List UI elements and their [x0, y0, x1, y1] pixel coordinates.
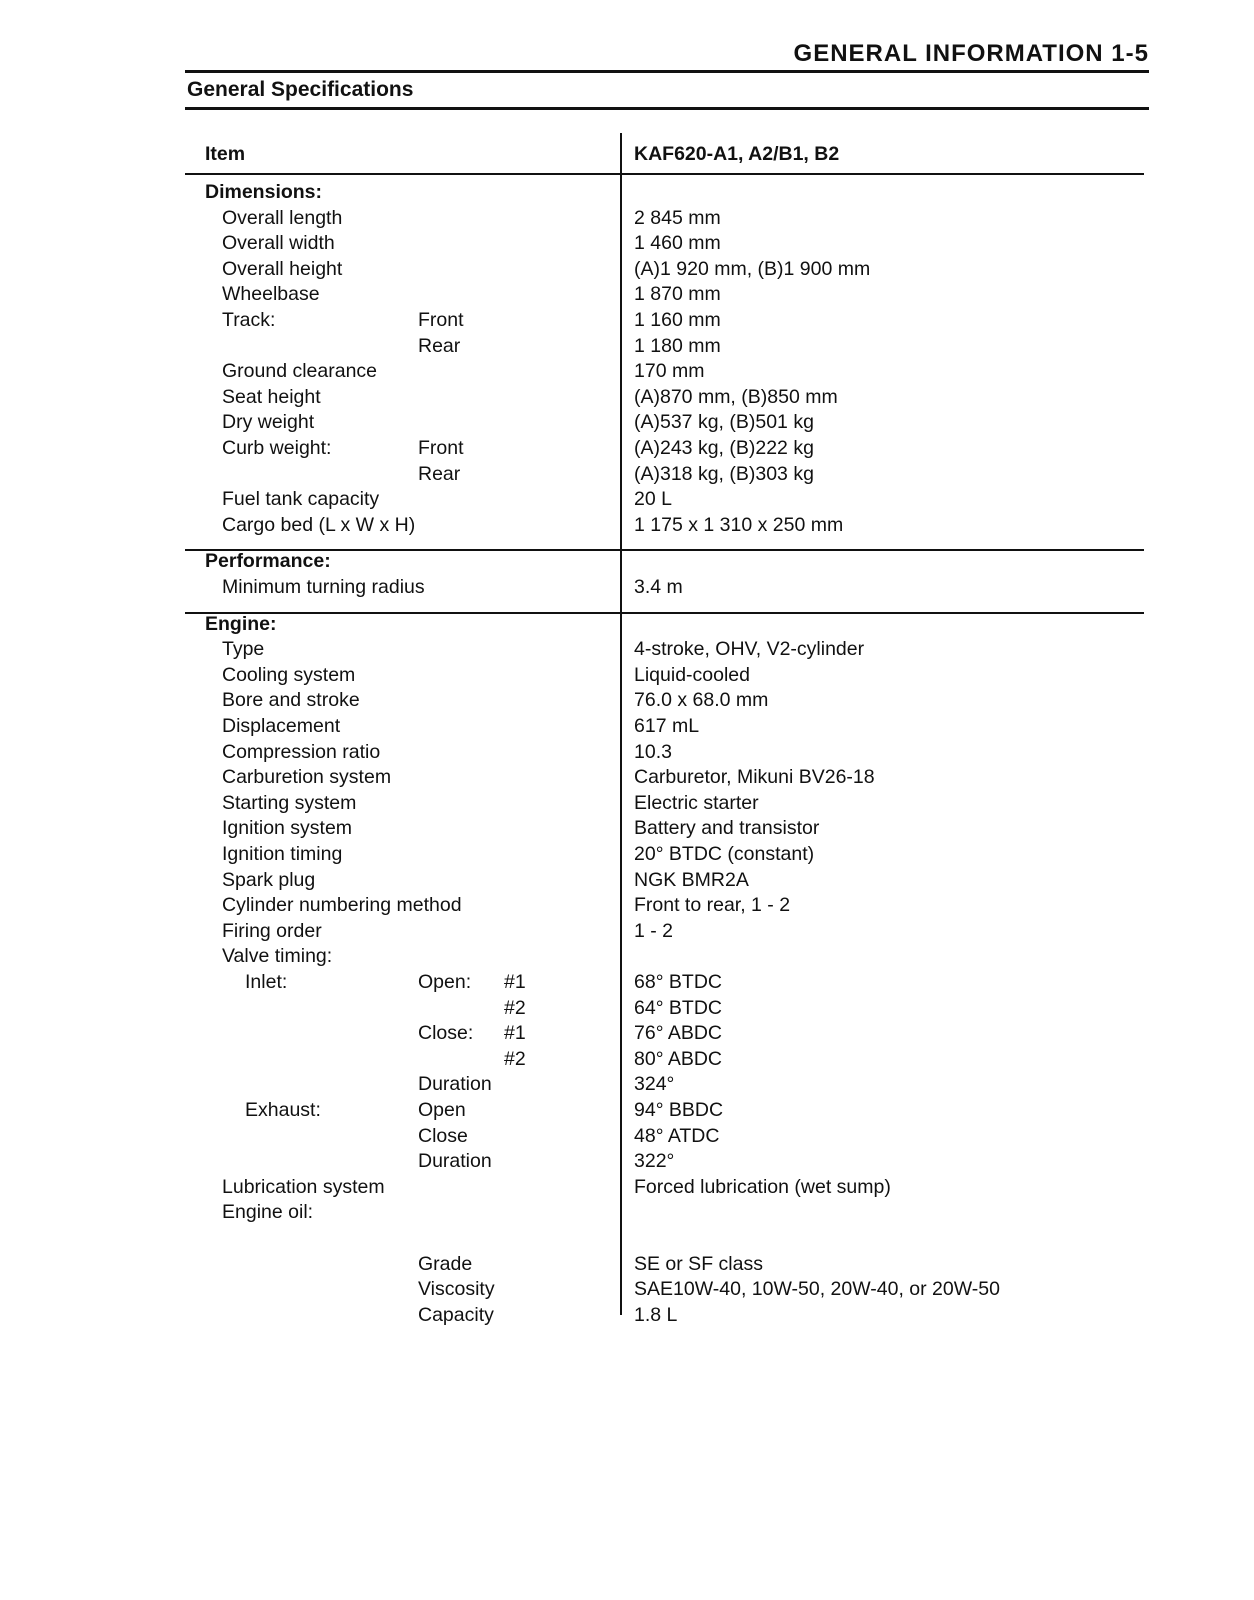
row-value: (A)1 920 mm, (B)1 900 mm	[634, 257, 871, 280]
table-row	[0, 1124, 1254, 1149]
row-sublabel: Open	[418, 1099, 466, 1121]
row-value: 3.4 m	[634, 576, 683, 598]
row-label: Ignition timing	[222, 843, 343, 865]
row-value: 48° ATDC	[634, 1124, 720, 1147]
row-sublabel: Duration	[418, 1073, 492, 1096]
table-row	[0, 714, 1254, 739]
row-cylinder-number: #1	[504, 971, 526, 993]
row-label: Performance:	[205, 550, 331, 573]
row-value: (A)537 kg, (B)501 kg	[634, 411, 814, 434]
row-value: 68° BTDC	[634, 971, 722, 993]
row-label: Engine oil:	[222, 1201, 314, 1224]
table-row	[0, 1047, 1254, 1072]
table-row	[0, 180, 1254, 205]
running-header: GENERAL INFORMATION 1-5	[793, 40, 1149, 67]
row-label: Dimensions:	[205, 181, 323, 203]
table-row	[0, 919, 1254, 944]
row-value: 1 460 mm	[634, 232, 721, 255]
table-row	[0, 996, 1254, 1021]
row-sublabel: Close	[418, 1124, 468, 1147]
row-value: (A)318 kg, (B)303 kg	[634, 462, 814, 485]
row-value: 2 845 mm	[634, 206, 721, 229]
row-label: Cylinder numbering method	[222, 894, 462, 917]
row-label: Cooling system	[222, 663, 356, 686]
row-value: 1 180 mm	[634, 334, 721, 357]
row-value: SAE10W-40, 10W-50, 20W-40, or 20W-50	[634, 1278, 1000, 1301]
row-sublabel: Open:	[418, 971, 472, 993]
row-value: 20 L	[634, 488, 672, 511]
section-rule-performance	[185, 549, 1144, 551]
table-header-rule	[185, 173, 1144, 175]
row-sublabel: Front	[418, 309, 464, 331]
table-row	[0, 970, 1254, 995]
table-row	[0, 487, 1254, 512]
row-label: Compression ratio	[222, 740, 381, 763]
table-row	[0, 1200, 1254, 1225]
row-label: Carburetion system	[222, 766, 392, 789]
row-label: Exhaust:	[245, 1099, 321, 1121]
table-row	[0, 944, 1254, 969]
row-sublabel: Grade	[418, 1252, 473, 1275]
row-cylinder-number: #2	[504, 1047, 526, 1070]
row-label: Overall length	[222, 206, 343, 229]
row-label: Lubrication system	[222, 1175, 385, 1198]
table-row	[0, 663, 1254, 688]
row-sublabel: Close:	[418, 1022, 474, 1045]
row-label: Ground clearance	[222, 360, 378, 383]
column-header-item: Item	[205, 143, 246, 165]
table-row	[0, 1303, 1254, 1328]
title-rule	[185, 107, 1149, 110]
row-value: 80° ABDC	[634, 1047, 723, 1070]
row-cylinder-number: #2	[504, 996, 526, 1019]
table-row	[0, 308, 1254, 333]
row-value: 76.0 x 68.0 mm	[634, 689, 769, 712]
table-row	[0, 206, 1254, 231]
table-row	[0, 410, 1254, 435]
row-label: Engine:	[205, 612, 277, 635]
row-label: Firing order	[222, 919, 322, 942]
table-row	[0, 1098, 1254, 1123]
table-row	[0, 462, 1254, 487]
row-label: Cargo bed (L x W x H)	[222, 513, 416, 536]
row-label: Spark plug	[222, 868, 316, 891]
table-row	[0, 816, 1254, 841]
table-row	[0, 385, 1254, 410]
table-row	[0, 893, 1254, 918]
table-row	[0, 791, 1254, 816]
row-label: Inlet:	[245, 971, 288, 993]
table-row	[0, 1226, 1254, 1251]
table-row	[0, 688, 1254, 713]
row-sublabel: Rear	[418, 334, 461, 357]
row-sublabel: Duration	[418, 1150, 492, 1173]
table-row	[0, 612, 1254, 637]
row-value: 94° BBDC	[634, 1099, 724, 1121]
row-label: Track:	[222, 309, 276, 331]
row-value: 76° ABDC	[634, 1022, 723, 1045]
row-sublabel: Rear	[418, 462, 461, 485]
table-header-row	[0, 142, 1254, 167]
row-label: Bore and stroke	[222, 689, 360, 712]
table-row	[0, 1252, 1254, 1277]
table-row	[0, 359, 1254, 384]
row-value: 617 mL	[634, 715, 700, 737]
row-value: Forced lubrication (wet sump)	[634, 1175, 891, 1198]
row-label: Curb weight:	[222, 437, 332, 459]
row-value: 324°	[634, 1073, 675, 1096]
row-label: Overall width	[222, 232, 335, 255]
table-row	[0, 1149, 1254, 1174]
row-sublabel: Capacity	[418, 1303, 494, 1326]
row-value: Carburetor, Mikuni BV26-18	[634, 766, 875, 789]
row-value: 64° BTDC	[634, 996, 722, 1019]
row-value: 1 - 2	[634, 919, 674, 942]
row-label: Minimum turning radius	[222, 576, 425, 598]
row-label: Seat height	[222, 385, 321, 408]
row-value: 20° BTDC (constant)	[634, 843, 815, 865]
row-value: NGK BMR2A	[634, 868, 749, 891]
row-value: 322°	[634, 1150, 675, 1173]
row-label: Displacement	[222, 715, 341, 737]
row-value: 10.3	[634, 740, 672, 763]
row-value: Electric starter	[634, 791, 759, 814]
table-row	[0, 1021, 1254, 1046]
row-cylinder-number: #1	[504, 1022, 526, 1045]
row-value: 1.8 L	[634, 1303, 678, 1326]
row-label: Starting system	[222, 791, 357, 814]
row-sublabel: Viscosity	[418, 1278, 495, 1301]
table-row	[0, 1277, 1254, 1302]
column-header-model: KAF620-A1, A2/B1, B2	[634, 143, 840, 165]
table-row	[0, 1175, 1254, 1200]
row-value: Battery and transistor	[634, 817, 820, 840]
row-label: Valve timing:	[222, 945, 333, 968]
table-row	[0, 513, 1254, 538]
row-value: (A)243 kg, (B)222 kg	[634, 437, 814, 459]
section-title: General Specifications	[187, 78, 414, 101]
row-label: Wheelbase	[222, 283, 320, 306]
table-row	[0, 334, 1254, 359]
row-value: Front to rear, 1 - 2	[634, 894, 791, 917]
row-label: Overall height	[222, 257, 343, 280]
table-row	[0, 1072, 1254, 1097]
table-row	[0, 765, 1254, 790]
table-row	[0, 575, 1254, 600]
row-value: 1 175 x 1 310 x 250 mm	[634, 513, 844, 536]
row-value: (A)870 mm, (B)850 mm	[634, 385, 838, 408]
row-label: Dry weight	[222, 411, 315, 434]
table-row	[0, 868, 1254, 893]
row-value: 170 mm	[634, 360, 705, 383]
row-label: Type	[222, 638, 265, 661]
section-rule-engine	[185, 612, 1144, 614]
row-sublabel: Front	[418, 437, 464, 459]
row-label: Fuel tank capacity	[222, 488, 380, 511]
header-rule	[185, 70, 1149, 73]
row-label: Ignition system	[222, 817, 353, 840]
row-value: 1 160 mm	[634, 309, 721, 331]
table-row	[0, 282, 1254, 307]
table-row	[0, 231, 1254, 256]
table-row	[0, 257, 1254, 282]
table-row	[0, 740, 1254, 765]
row-value: Liquid-cooled	[634, 663, 751, 686]
table-row	[0, 549, 1254, 574]
table-row	[0, 637, 1254, 662]
table-row	[0, 436, 1254, 461]
row-value: 1 870 mm	[634, 283, 721, 306]
table-row	[0, 842, 1254, 867]
row-value: SE or SF class	[634, 1252, 763, 1275]
row-value: 4-stroke, OHV, V2-cylinder	[634, 638, 865, 661]
